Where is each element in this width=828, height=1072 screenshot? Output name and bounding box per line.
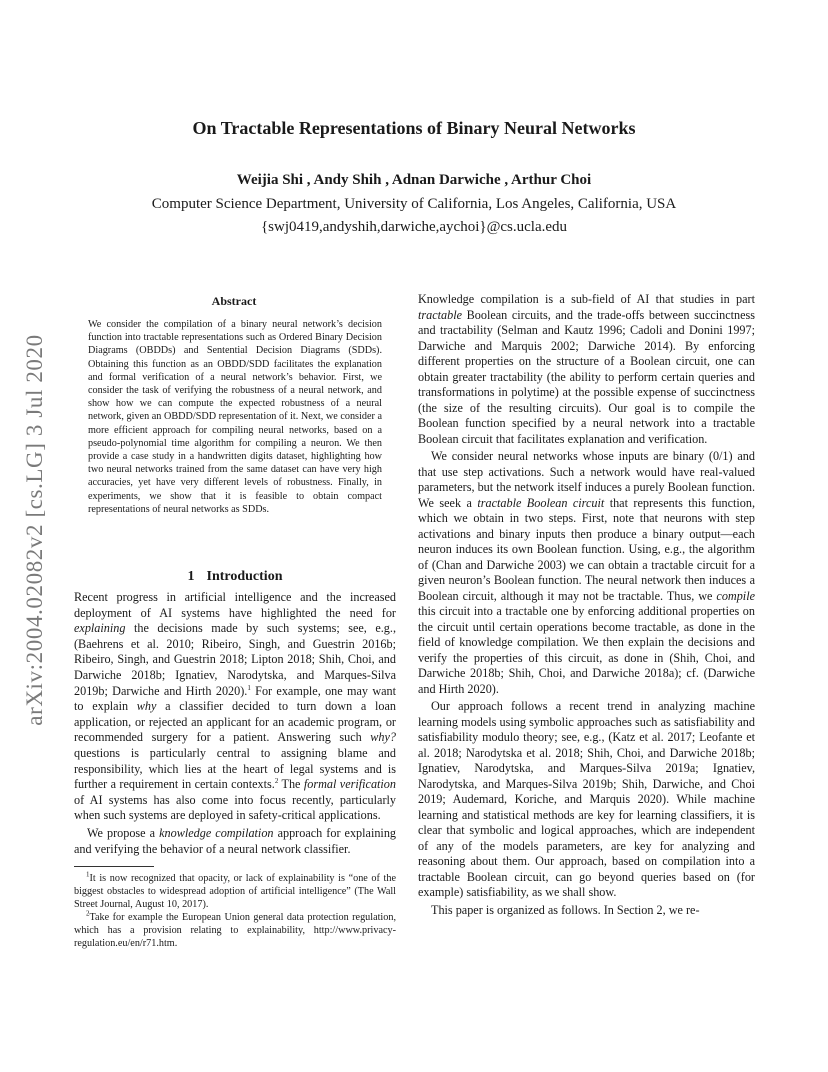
author-list: Weijia Shi , Andy Shih , Adnan Darwiche , Arthur Choi <box>236 172 592 188</box>
right-column-body <box>418 292 755 918</box>
intro-paragraph-1 <box>74 590 396 824</box>
text-run: We propose a <box>87 825 160 840</box>
abstract-paragraph: We consider the compilation of a binary neural network’s decision function into tractable representations such as Ordered Binary Decision Diagrams (OBDDs) and Sentential Decision Diagrams (SDDs). Obtaining this function as an OBDD/SDD facilitates the explanation and formal verification of a neural network’s behavior. First, we consider the task of verifying the robustness of a neural network, and show how we can compute the expected robustness of a neural network, given an OBDD/SDD representation of it. Next, we consider a more efficient approach for compiling neural networks, based on a pseudo-polynomial time algorithm for compiling a neuron. We then provide a case study in a handwritten digits dataset, highlighting how two neural networks trained from the same dataset can have very high accuracies, yet have very different levels of robustness. Finally, in experiments, we show that it is feasible to obtain compact representations of neural networks as SDDs. <box>88 319 382 515</box>
footnote-divider <box>74 866 154 867</box>
footnote-marker-2[interactable]: 2 <box>274 777 279 786</box>
footnote-marker-1[interactable]: 1 <box>247 683 251 692</box>
footnote-mark: 2 <box>86 909 90 918</box>
text-run: approach for explaining and verifying the behavior of a neural network classifier. <box>74 825 397 856</box>
introduction-body <box>74 590 396 857</box>
text-run: The <box>278 777 304 792</box>
emphasis: explaining <box>74 621 126 636</box>
text-run: For example, one may want to explain <box>74 683 397 714</box>
emphasis: tractable Boolean circuit <box>477 495 605 510</box>
text-run: We consider neural networks whose inputs are binary (0/1) and that use step activations. Such a network would have real-valued parameters, but the network itself induces a purely Boolean function. We seek a <box>418 449 755 510</box>
emphasis: formal verification <box>303 777 396 792</box>
author-emails: {swj0419,andyshih,darwiche,aychoi}@cs.ucla.edu <box>260 219 568 235</box>
affiliation: Computer Science Department, University of California, Los Angeles, California, USA <box>151 196 677 212</box>
abstract-heading: Abstract <box>211 294 257 308</box>
right-paragraph-3: Our approach follows a recent trend in analyzing machine learning models using symbolic approaches such as satisfiability and satisfiability modulo theory; see, e.g., (Katz et al. 2017; Leofante et al. 2018; Narodytska et al. 2018; Shih, Choi, and Darwiche 2018b; Ignatiev, Narodytska, and Marques-Silva 2019a; Ignatiev, Narodytska, and Marques-Silva 2019b; Shih, Darwiche, and Choi 2019; Audemard, Koriche, and Marquis 2020). While machine learning and statistical methods are key for learning classifiers, it is clear that symbolic and logical approaches, which are independent of any of the models parameters, are key for analyzing and reasoning about them. Our approach, based on compilation into a tractable Boolean circuit, can go beyond queries based on (for example) satisfiability, as we shall show. <box>418 699 755 899</box>
emphasis: why? <box>370 730 396 745</box>
footnote-text: It is now recognized that opacity, or lack of explainability is “one of the biggest obstacles to widespread adoption of artificial intelligence” (The Wall Street Journal, August 10, 2017). <box>74 873 396 910</box>
section-heading-introduction <box>74 569 396 585</box>
right-paragraph-2 <box>418 449 755 697</box>
footnote-1 <box>74 872 396 911</box>
paper-title: On Tractable Representations of Binary Neural Networks <box>192 118 636 138</box>
text-run: Boolean circuits, and the trade-offs between succinctness and tractability (Selman and Kautz 1996; Cadoli and Donini 1997; Darwiche and Marquis 2002; Darwiche 2014). By enforcing different properties on the structure of a Boolean circuit, one can obtain greater tractability (the ability to perform certain queries and transformations in polytime) at the possible expense of succinctness (the size of the resulting circuits). Our goal is to compile the Boolean function specified by a neural network into a tractable Boolean circuit that facilitates explanation and verification. <box>418 307 755 446</box>
arxiv-identifier: arXiv:2004.02082v2 [cs.LG] 3 Jul 2020 <box>22 334 47 726</box>
emphasis: why <box>136 699 157 714</box>
footnote-2 <box>74 911 396 950</box>
text-run: questions is particularly central to assigning blame and responsibility, which lies at the heart of legal systems and is further a requirement in certain contexts. <box>74 745 396 792</box>
text-run: the decisions made by such systems; see, e.g., (Baehrens et al. 2010; Ribeiro, Singh, and Guestrin 2016b; Ribeiro, Singh, and Guestrin 2018; Lipton 2018; Shih, Choi, and Darwiche 2018b; Ignatiev, Narodytska, and Marques-Silva 2019b; Darwiche and Hirth 2020). <box>74 621 396 698</box>
text-run: Knowledge compilation is a sub-field of AI that studies in part <box>418 292 755 306</box>
footnote-mark: 1 <box>86 870 90 879</box>
section-number: 1 <box>187 569 195 584</box>
footnotes <box>74 872 396 950</box>
arxiv-sidebar-stamp <box>12 300 58 760</box>
text-run: of AI systems has also come into focus recently, particularly when such systems are deployed in safety-critical applications. <box>74 792 396 823</box>
text-run: a classifier decided to turn down a loan application, or rejected an applicant for an academic program, or recommended surgery for a patient. Answering such <box>74 699 396 745</box>
footnote-text: Take for example the European Union general data protection regulation, which has a provision relating to explainability, http://www.privacy-regulation.eu/en/r71.htm. <box>74 912 396 949</box>
text-run: this circuit into a tractable one by enforcing additional properties on the circuit until certain operations become tractable, as done in the field of knowledge compilation. We then explain the decisions and verify the properties of this circuit, as done in (Shih, Choi, and Darwiche 2018b; Shih, Choi, and Darwiche 2018a); cf. (Darwiche and Hirth 2020). <box>418 604 755 696</box>
text-run: Recent progress in artificial intelligence and the increased deployment of AI systems have highlighted the need for <box>74 590 396 620</box>
intro-paragraph-2 <box>74 826 396 857</box>
text-run: that represents this function, which we obtain in two steps. First, note that neurons with step activations and binary inputs then produce a binary output—each neuron induces its own Boolean function. Using, e.g., the algorithm of (Chan and Darwiche 2003) we can obtain a tractable circuit for a given neuron’s Boolean function. The neural network then induces a Boolean circuit, although it may not be tractable. Thus, we <box>418 495 755 603</box>
emphasis: knowledge compilation <box>159 825 274 840</box>
right-paragraph-1 <box>418 292 755 447</box>
emphasis: tractable <box>418 307 463 322</box>
section-title: Introduction <box>206 569 283 584</box>
right-paragraph-4: This paper is organized as follows. In Section 2, we re- <box>431 902 700 917</box>
abstract-text <box>88 318 382 516</box>
emphasis: compile <box>716 588 755 603</box>
